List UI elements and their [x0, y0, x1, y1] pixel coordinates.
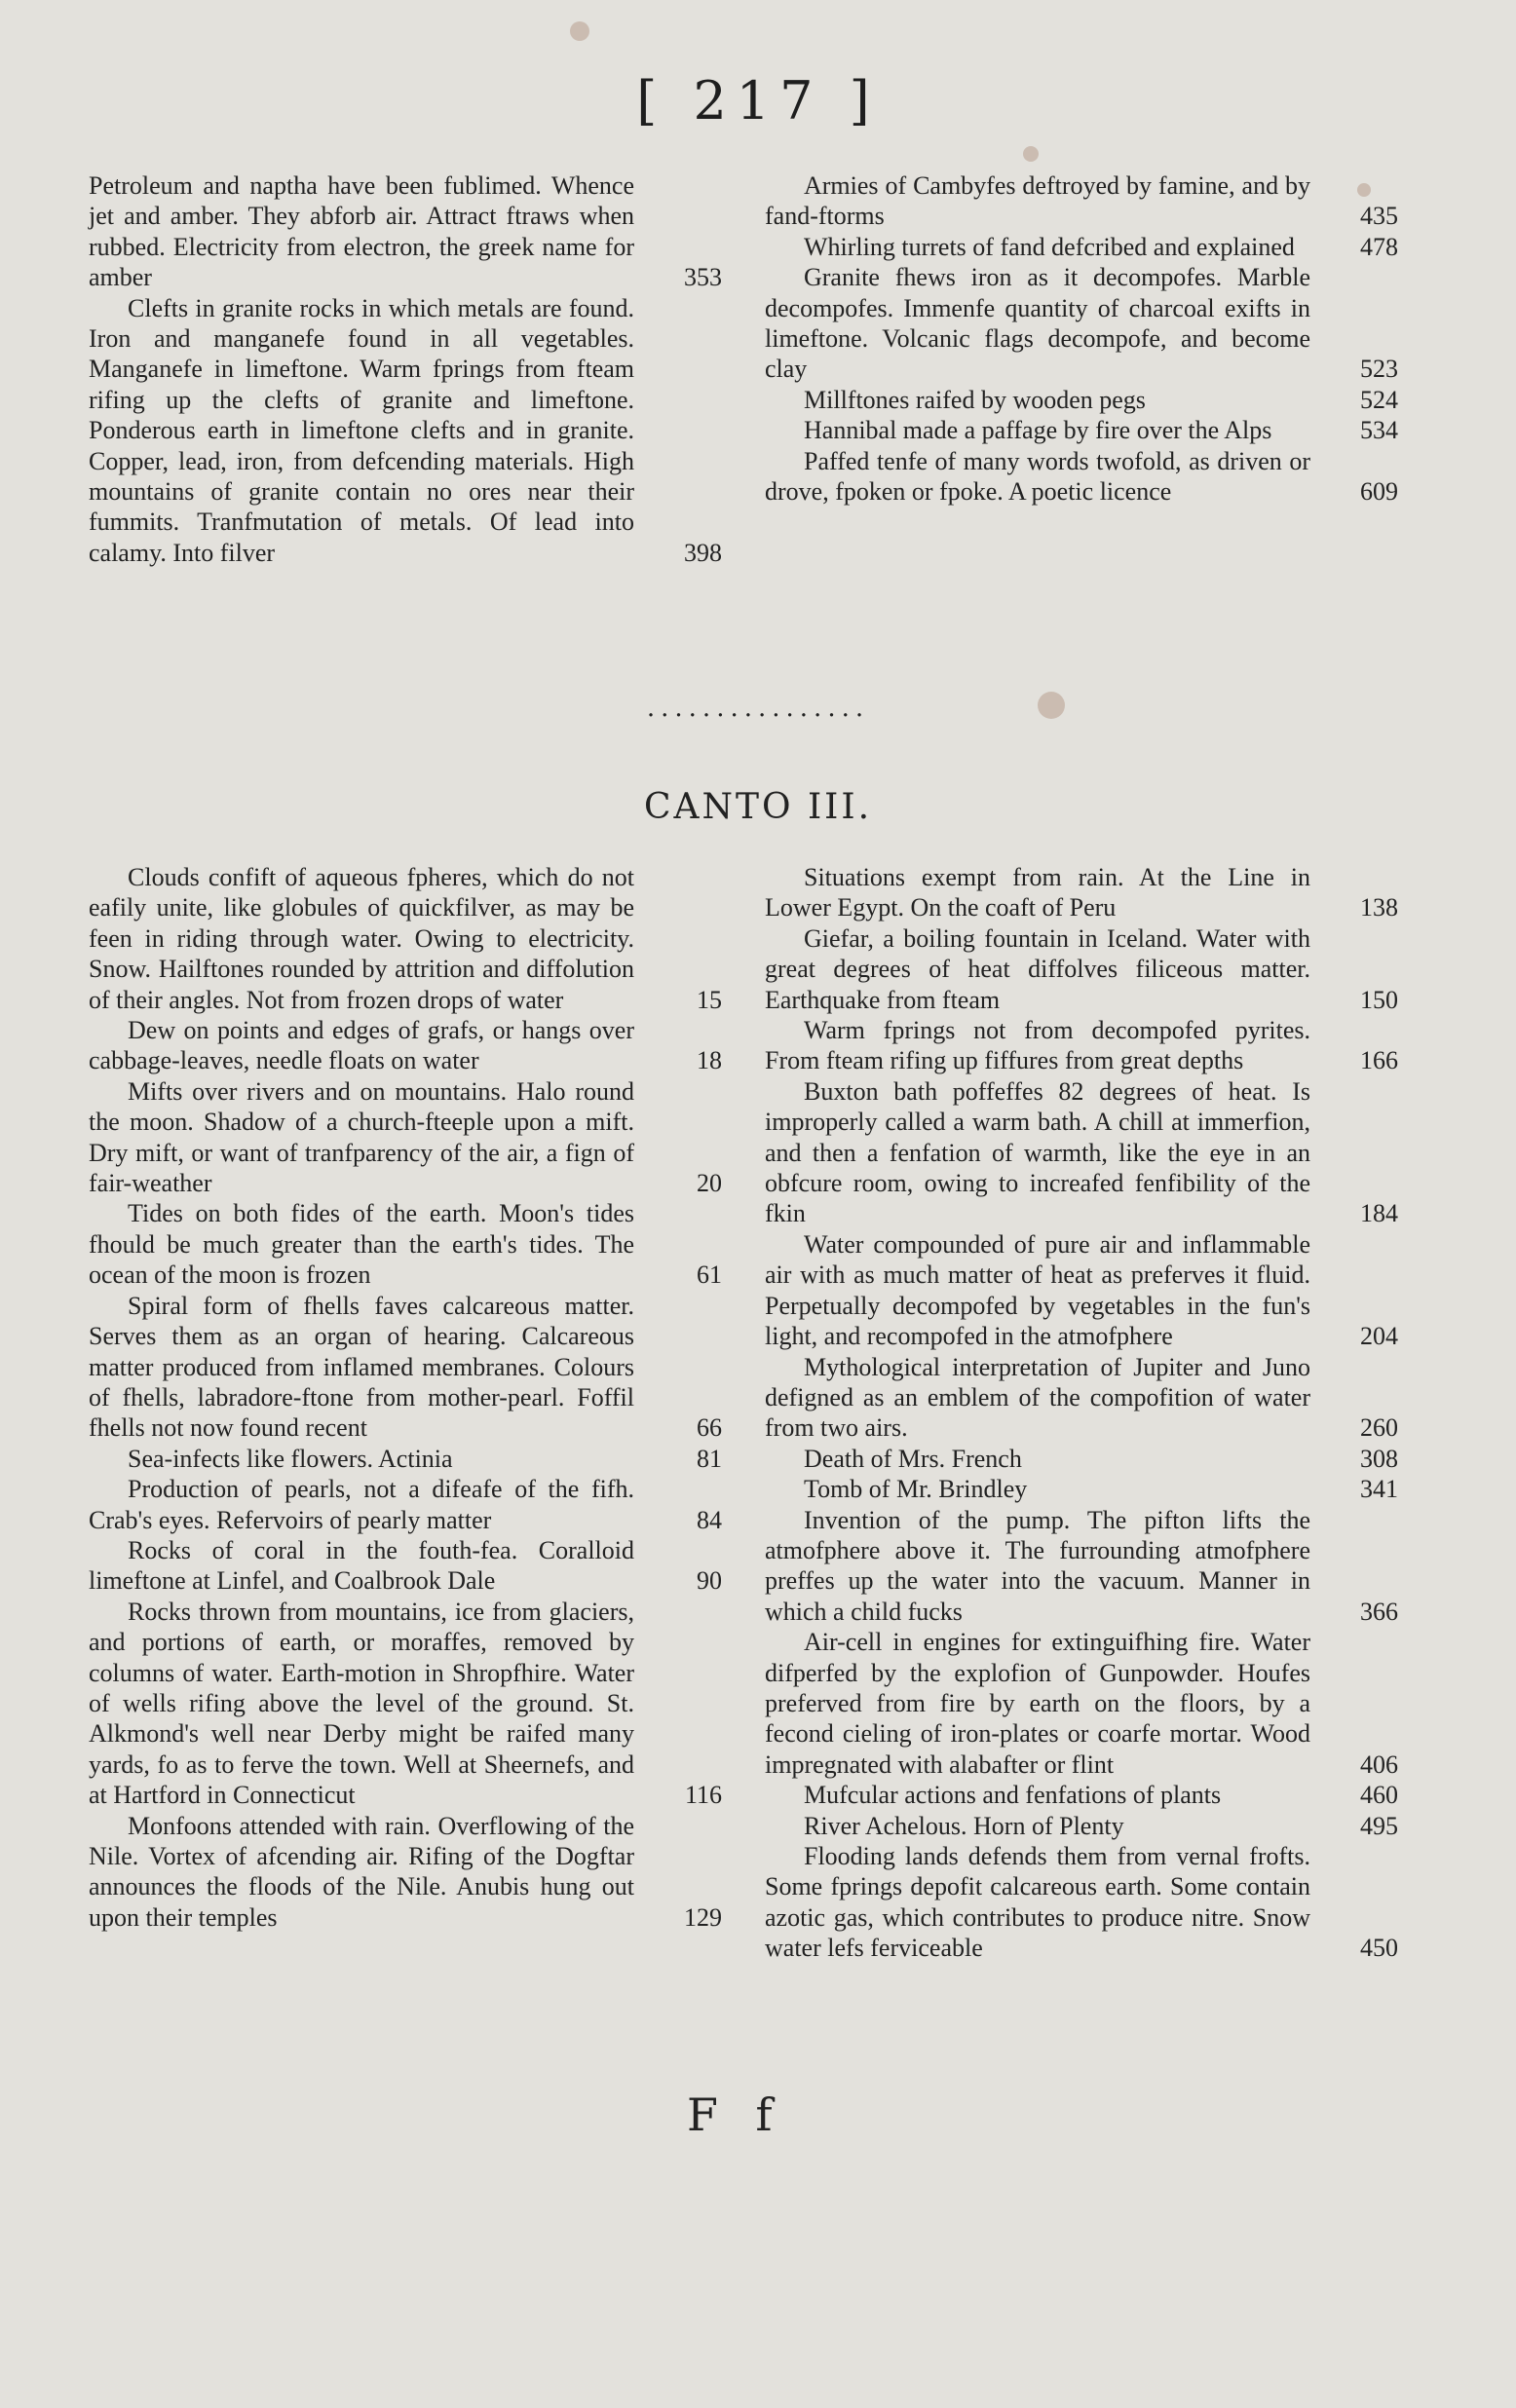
line-number: 166: [1360, 1046, 1398, 1075]
index-entry: [765, 415, 1398, 445]
entry-text: Millftones raifed by wooden pegs: [804, 385, 1146, 414]
index-entry: [765, 1229, 1398, 1352]
line-number: 450: [1360, 1934, 1398, 1963]
line-number: 341: [1360, 1475, 1398, 1504]
entry-text: Dew on points and edges of grafs, or hangs over cabbage-leaves, needle floats on water: [89, 1016, 634, 1075]
page-number: [ 217 ]: [636, 70, 880, 132]
line-number: 524: [1360, 385, 1398, 414]
line-number: 184: [1360, 1199, 1398, 1228]
entry-text: Hannibal made a paffage by fire over the Alps: [804, 416, 1272, 445]
index-entry: [89, 1444, 722, 1474]
index-entry: [89, 1291, 722, 1444]
index-entry: [765, 1015, 1398, 1076]
index-entry: [765, 923, 1398, 1015]
line-number: 523: [1360, 355, 1398, 384]
bottom-left-column: [89, 862, 722, 1933]
index-entry: [89, 1535, 722, 1597]
index-entry: [89, 293, 722, 569]
entry-text: Mufcular actions and fenfations of plants: [804, 1781, 1222, 1810]
line-number: 81: [697, 1444, 722, 1473]
top-left-column: [89, 170, 722, 568]
entry-text: Mifts over rivers and on mountains. Halo round the moon. Shadow of a church-fteeple upon a mift. Dry mift, or want of tranfparency of the air, a fign of fair-weather: [89, 1076, 634, 1198]
entry-text: Sea-infects like flowers. Actinia: [128, 1444, 453, 1473]
entry-text: Warm fprings not from decompofed pyrites. From fteam rifing up fiffures from great depths: [765, 1016, 1310, 1075]
index-entry: [765, 1811, 1398, 1841]
top-right-column: [765, 170, 1398, 507]
entry-text: Buxton bath poffeffes 82 degrees of heat. Is improperly called a warm bath. A chill at immerfion, and then a fenfation of warmth, like the eye in an obfcure room, owing to increafed fenfibility of the fkin: [765, 1076, 1310, 1228]
line-number: 129: [684, 1902, 722, 1932]
index-entry: [89, 1474, 722, 1535]
entry-text: Paffed tenfe of many words twofold, as driven or drove, fpoken or fpoke. A poetic licence: [765, 446, 1310, 507]
line-number: 90: [697, 1566, 722, 1596]
line-number: 308: [1360, 1444, 1398, 1473]
foxing-spot: [1023, 146, 1039, 162]
entry-text: Spiral form of fhells faves calcareous matter. Serves them as an organ of hearing. Calcareous matter produced from inflamed membranes. Colours of fhells, labradore-ftone from mother-pearl. Foffil fhells not now found recent: [89, 1291, 634, 1443]
index-entry: [765, 262, 1398, 385]
foxing-spot: [570, 21, 589, 41]
entry-text: Granite fhews iron as it decompofes. Marble decompofes. Immenfe quantity of charcoal exifts in limeftone. Volcanic flags decompofe, and become clay: [765, 263, 1310, 384]
line-number: 609: [1360, 477, 1398, 507]
index-entry: [765, 862, 1398, 923]
entry-text: Production of pearls, not a difeafe of the fifh. Crab's eyes. Refervoirs of pearly matter: [89, 1475, 634, 1534]
entry-text: Flooding lands defends them from vernal frofts. Some fprings depofit calcareous earth. Some contain azotic gas, which contributes to produce nitre. Snow water lefs ferviceable: [765, 1842, 1310, 1963]
index-entry: [765, 232, 1398, 262]
index-entry: [89, 862, 722, 1015]
entry-text: Tides on both fides of the earth. Moon's tides fhould be much greater than the earth's tides. The ocean of the moon is frozen: [89, 1199, 634, 1290]
entry-text: Rocks of coral in the fouth-fea. Coralloid limeftone at Linfel, and Coalbrook Dale: [89, 1535, 634, 1596]
entry-text: Rocks thrown from mountains, ice from glaciers, and portions of earth, or moraffes, removed by columns of water. Earth-motion in Shropfhire. Water of wells rifing above the level of the ground. St. Alkmond's well near Derby might be raifed many yards, fo as to ferve the town. Well at Sheernefs, and at Hartford in Connecticut: [89, 1597, 634, 1810]
index-entry: [89, 1076, 722, 1199]
line-number: 398: [684, 538, 722, 567]
entry-text: Mythological interpretation of Jupiter and Juno defigned as an emblem of the compofition of water from two airs.: [765, 1352, 1310, 1443]
entry-text: Invention of the pump. The pifton lifts the atmofphere above it. The furrounding atmofphere preffes up the water into the vacuum. Manner in which a child fucks: [765, 1505, 1310, 1626]
entry-text: Water compounded of pure air and inflammable air with as much matter of heat as preferves it fluid. Perpetually decompofed by vegetables in the fun's light, and recompofed in the atmofphere: [765, 1229, 1310, 1351]
bottom-right-column: [765, 862, 1398, 1964]
index-entry: [89, 1811, 722, 1934]
line-number: 15: [697, 985, 722, 1014]
line-number: 366: [1360, 1597, 1398, 1626]
line-number: 20: [697, 1169, 722, 1198]
index-entry: [765, 170, 1398, 232]
entry-text: Situations exempt from rain. At the Line in Lower Egypt. On the coaft of Peru: [765, 863, 1310, 922]
index-entry: [765, 1352, 1398, 1444]
index-entry: [765, 385, 1398, 415]
index-entry: [765, 1076, 1398, 1229]
entry-text: Clefts in granite rocks in which metals are found. Iron and manganefe found in all vegetables. Manganefe in limeftone. Warm fprings from fteam rifing up the clefts of granite and limeftone. Ponderous earth in limeftone clefts and in granite. Copper, lead, iron, from defcending materials. High mountains of granite contain no ores near their fummits. Tranfmutation of metals. Of lead into calamy. Into filver: [89, 293, 634, 567]
entry-text: Death of Mrs. French: [804, 1444, 1022, 1473]
line-number: 150: [1360, 985, 1398, 1014]
index-entry: [765, 1474, 1398, 1504]
line-number: 61: [697, 1260, 722, 1290]
line-number: 353: [684, 263, 722, 292]
entry-text: Monfoons attended with rain. Overflowing of the Nile. Vortex of afcending air. Rifing of the Dogftar announces the floods of the Nile. Anubis hung out upon their temples: [89, 1811, 634, 1932]
entry-text: Giefar, a boiling fountain in Iceland. Water with great degrees of heat diffolves filiceous matter. Earthquake from fteam: [765, 923, 1310, 1014]
line-number: 204: [1360, 1322, 1398, 1351]
line-number: 435: [1360, 202, 1398, 231]
entry-text: Tomb of Mr. Brindley: [804, 1475, 1028, 1504]
index-entry: [89, 1015, 722, 1076]
line-number: 406: [1360, 1750, 1398, 1779]
index-entry: [89, 1597, 722, 1811]
index-entry: [89, 170, 722, 293]
index-entry: [765, 1627, 1398, 1780]
index-entry: [765, 1505, 1398, 1628]
line-number: 138: [1360, 893, 1398, 922]
entry-text: River Achelous. Horn of Plenty: [804, 1811, 1124, 1840]
index-entry: [765, 1444, 1398, 1474]
line-number: 478: [1360, 232, 1398, 261]
index-entry: [89, 1198, 722, 1290]
index-entry: [765, 1841, 1398, 1964]
entry-text: Armies of Cambyfes deftroyed by famine, and by fand-ftorms: [765, 171, 1310, 231]
line-number: 534: [1360, 416, 1398, 445]
line-number: 66: [697, 1413, 722, 1443]
line-number: 18: [697, 1046, 722, 1075]
line-number: 460: [1360, 1781, 1398, 1810]
line-number: 260: [1360, 1413, 1398, 1443]
entry-text: Clouds confift of aqueous fpheres, which do not eafily unite, like globules of quickfilver, as may be feen in riding through water. Owing to electricity. Snow. Hailftones rounded by attrition and diffolution of their angles. Not from frozen drops of water: [89, 863, 634, 1014]
index-entry: [765, 446, 1398, 508]
index-entry: [765, 1780, 1398, 1810]
signature-mark: F f: [687, 2088, 784, 2141]
section-separator: ................: [646, 694, 870, 723]
canto-heading: CANTO III.: [643, 787, 873, 827]
line-number: 116: [684, 1781, 722, 1810]
entry-text: Air-cell in engines for extinguifhing fire. Water difperfed by the explofion of Gunpowder. Houfes preferved from fire by earth on the floors, by a fecond cieling of iron-plates or coarfe mortar. Wood impregnated with alabafter or flint: [765, 1628, 1310, 1779]
line-number: 495: [1360, 1811, 1398, 1840]
line-number: 84: [697, 1505, 722, 1534]
entry-text: Petroleum and naptha have been fublimed. Whence jet and amber. They abforb air. Attract ftraws when rubbed. Electricity from electron, the greek name for amber: [89, 171, 634, 292]
entry-text: Whirling turrets of fand defcribed and explained: [804, 232, 1295, 261]
